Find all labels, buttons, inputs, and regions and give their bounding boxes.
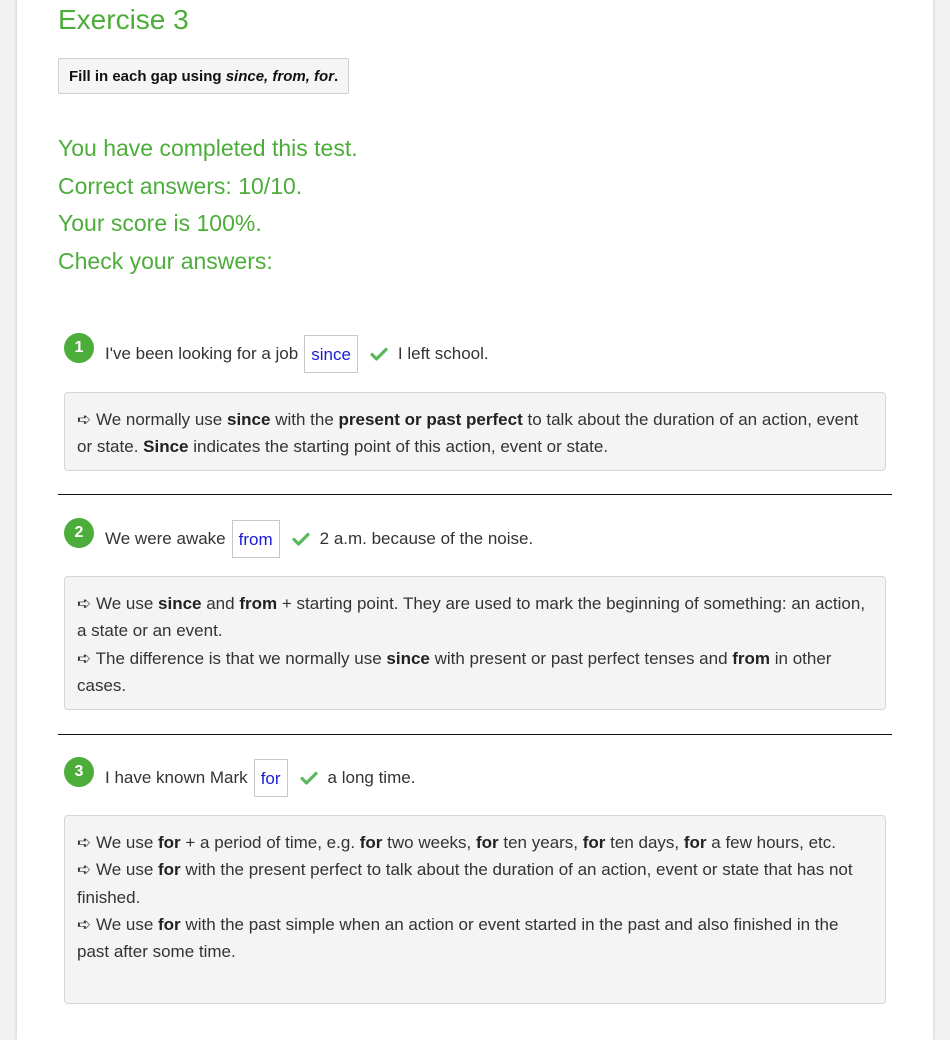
explanation-paragraph xyxy=(77,406,873,461)
question-row xyxy=(64,758,415,798)
divider xyxy=(58,734,892,735)
question-number-badge: 3 xyxy=(64,757,94,787)
explanation-keyword: for xyxy=(683,833,707,852)
answer-field[interactable]: from xyxy=(232,520,280,558)
explanation-text: a few hours, etc. xyxy=(706,833,836,852)
exercise-title: Exercise 3 xyxy=(58,4,189,35)
explanation-keyword: since xyxy=(158,594,202,613)
question-text-after: 2 a.m. because of the noise. xyxy=(319,529,534,548)
explanation-text: ➪ The difference is that we normally use xyxy=(77,648,387,668)
result-summary xyxy=(58,130,358,280)
explanation-text: with the past simple when an action or event started in the past and also finished in the past after some time. xyxy=(77,914,839,962)
explanation-text: ➪ We normally use xyxy=(77,410,227,429)
explanation-paragraph xyxy=(77,856,873,911)
correct-answers: Correct answers: 10/10. xyxy=(58,172,303,199)
explanation-text: + a period of time, e.g. xyxy=(180,833,360,852)
explanation-text: with the present perfect to talk about the duration of an action, event or state that has not finished. xyxy=(77,860,853,907)
explanation-text: ➪ We use xyxy=(77,594,159,613)
explanation-text: ➪ We use xyxy=(77,860,159,880)
explanation-keyword: for xyxy=(359,833,383,852)
explanation-paragraph xyxy=(77,911,873,966)
explanation-keyword: for xyxy=(158,914,181,934)
explanation-text: with the xyxy=(270,410,339,429)
completed-message: You have completed this test. xyxy=(58,135,358,161)
explanation-box xyxy=(64,576,886,710)
answer-field[interactable]: for xyxy=(254,759,288,797)
question-text-after: I left school. xyxy=(397,344,489,363)
explanation-keyword: for xyxy=(158,860,181,880)
explanation-keyword: present or past perfect xyxy=(338,410,523,429)
check-answers-label: Check your answers: xyxy=(58,247,273,274)
explanation-text: + starting point. They are used to mark the beginning of something: an action, a state or an event. xyxy=(77,594,866,641)
question-text-before: I have known Mark xyxy=(105,768,248,787)
check-icon xyxy=(300,771,318,785)
question-row xyxy=(64,519,533,559)
answer-field[interactable]: since xyxy=(304,335,358,373)
explanation-box xyxy=(64,392,886,471)
question-text-before: We were awake xyxy=(105,529,226,548)
explanation-keyword: since xyxy=(226,410,271,429)
explanation-text: ➪ We use xyxy=(77,833,159,852)
explanation-text: in other cases. xyxy=(77,648,832,695)
explanation-box xyxy=(64,815,886,1004)
explanation-text: ten days, xyxy=(605,833,684,852)
instruction-box xyxy=(58,58,349,94)
explanation-text: two weeks, xyxy=(382,833,476,852)
score-text: Your score is 100%. xyxy=(58,210,262,236)
explanation-keyword: for xyxy=(582,833,606,852)
question-row xyxy=(64,334,489,374)
explanation-text: with present or past perfect tenses and xyxy=(429,648,733,668)
instruction-words: since, from, for xyxy=(225,68,335,85)
explanation-keyword: from xyxy=(732,648,771,668)
explanation-text: to talk about the duration of an action, event or state. xyxy=(77,410,859,457)
explanation-keyword: from xyxy=(239,594,278,613)
question-number-badge: 2 xyxy=(64,518,94,548)
explanation-text: ➪ We use xyxy=(77,914,159,934)
question-text-before: I've been looking for a job xyxy=(105,344,299,363)
explanation-text: ten years, xyxy=(498,833,583,852)
explanation-paragraph xyxy=(77,590,873,645)
instruction-suffix: . xyxy=(334,68,339,85)
explanation-paragraph xyxy=(77,829,873,856)
explanation-keyword: for xyxy=(475,833,499,852)
instruction-prefix: Fill in each gap using xyxy=(69,68,226,85)
check-icon xyxy=(370,347,388,361)
check-icon xyxy=(292,532,310,546)
explanation-paragraph xyxy=(77,645,873,700)
question-number-badge: 1 xyxy=(64,333,94,363)
divider xyxy=(58,494,892,495)
explanation-text: indicates the starting point of this action, event or state. xyxy=(188,437,609,457)
explanation-text: and xyxy=(201,594,240,613)
explanation-keyword: Since xyxy=(143,437,189,457)
explanation-keyword: since xyxy=(386,648,430,668)
question-text-after: a long time. xyxy=(327,768,416,787)
explanation-keyword: for xyxy=(158,833,181,852)
